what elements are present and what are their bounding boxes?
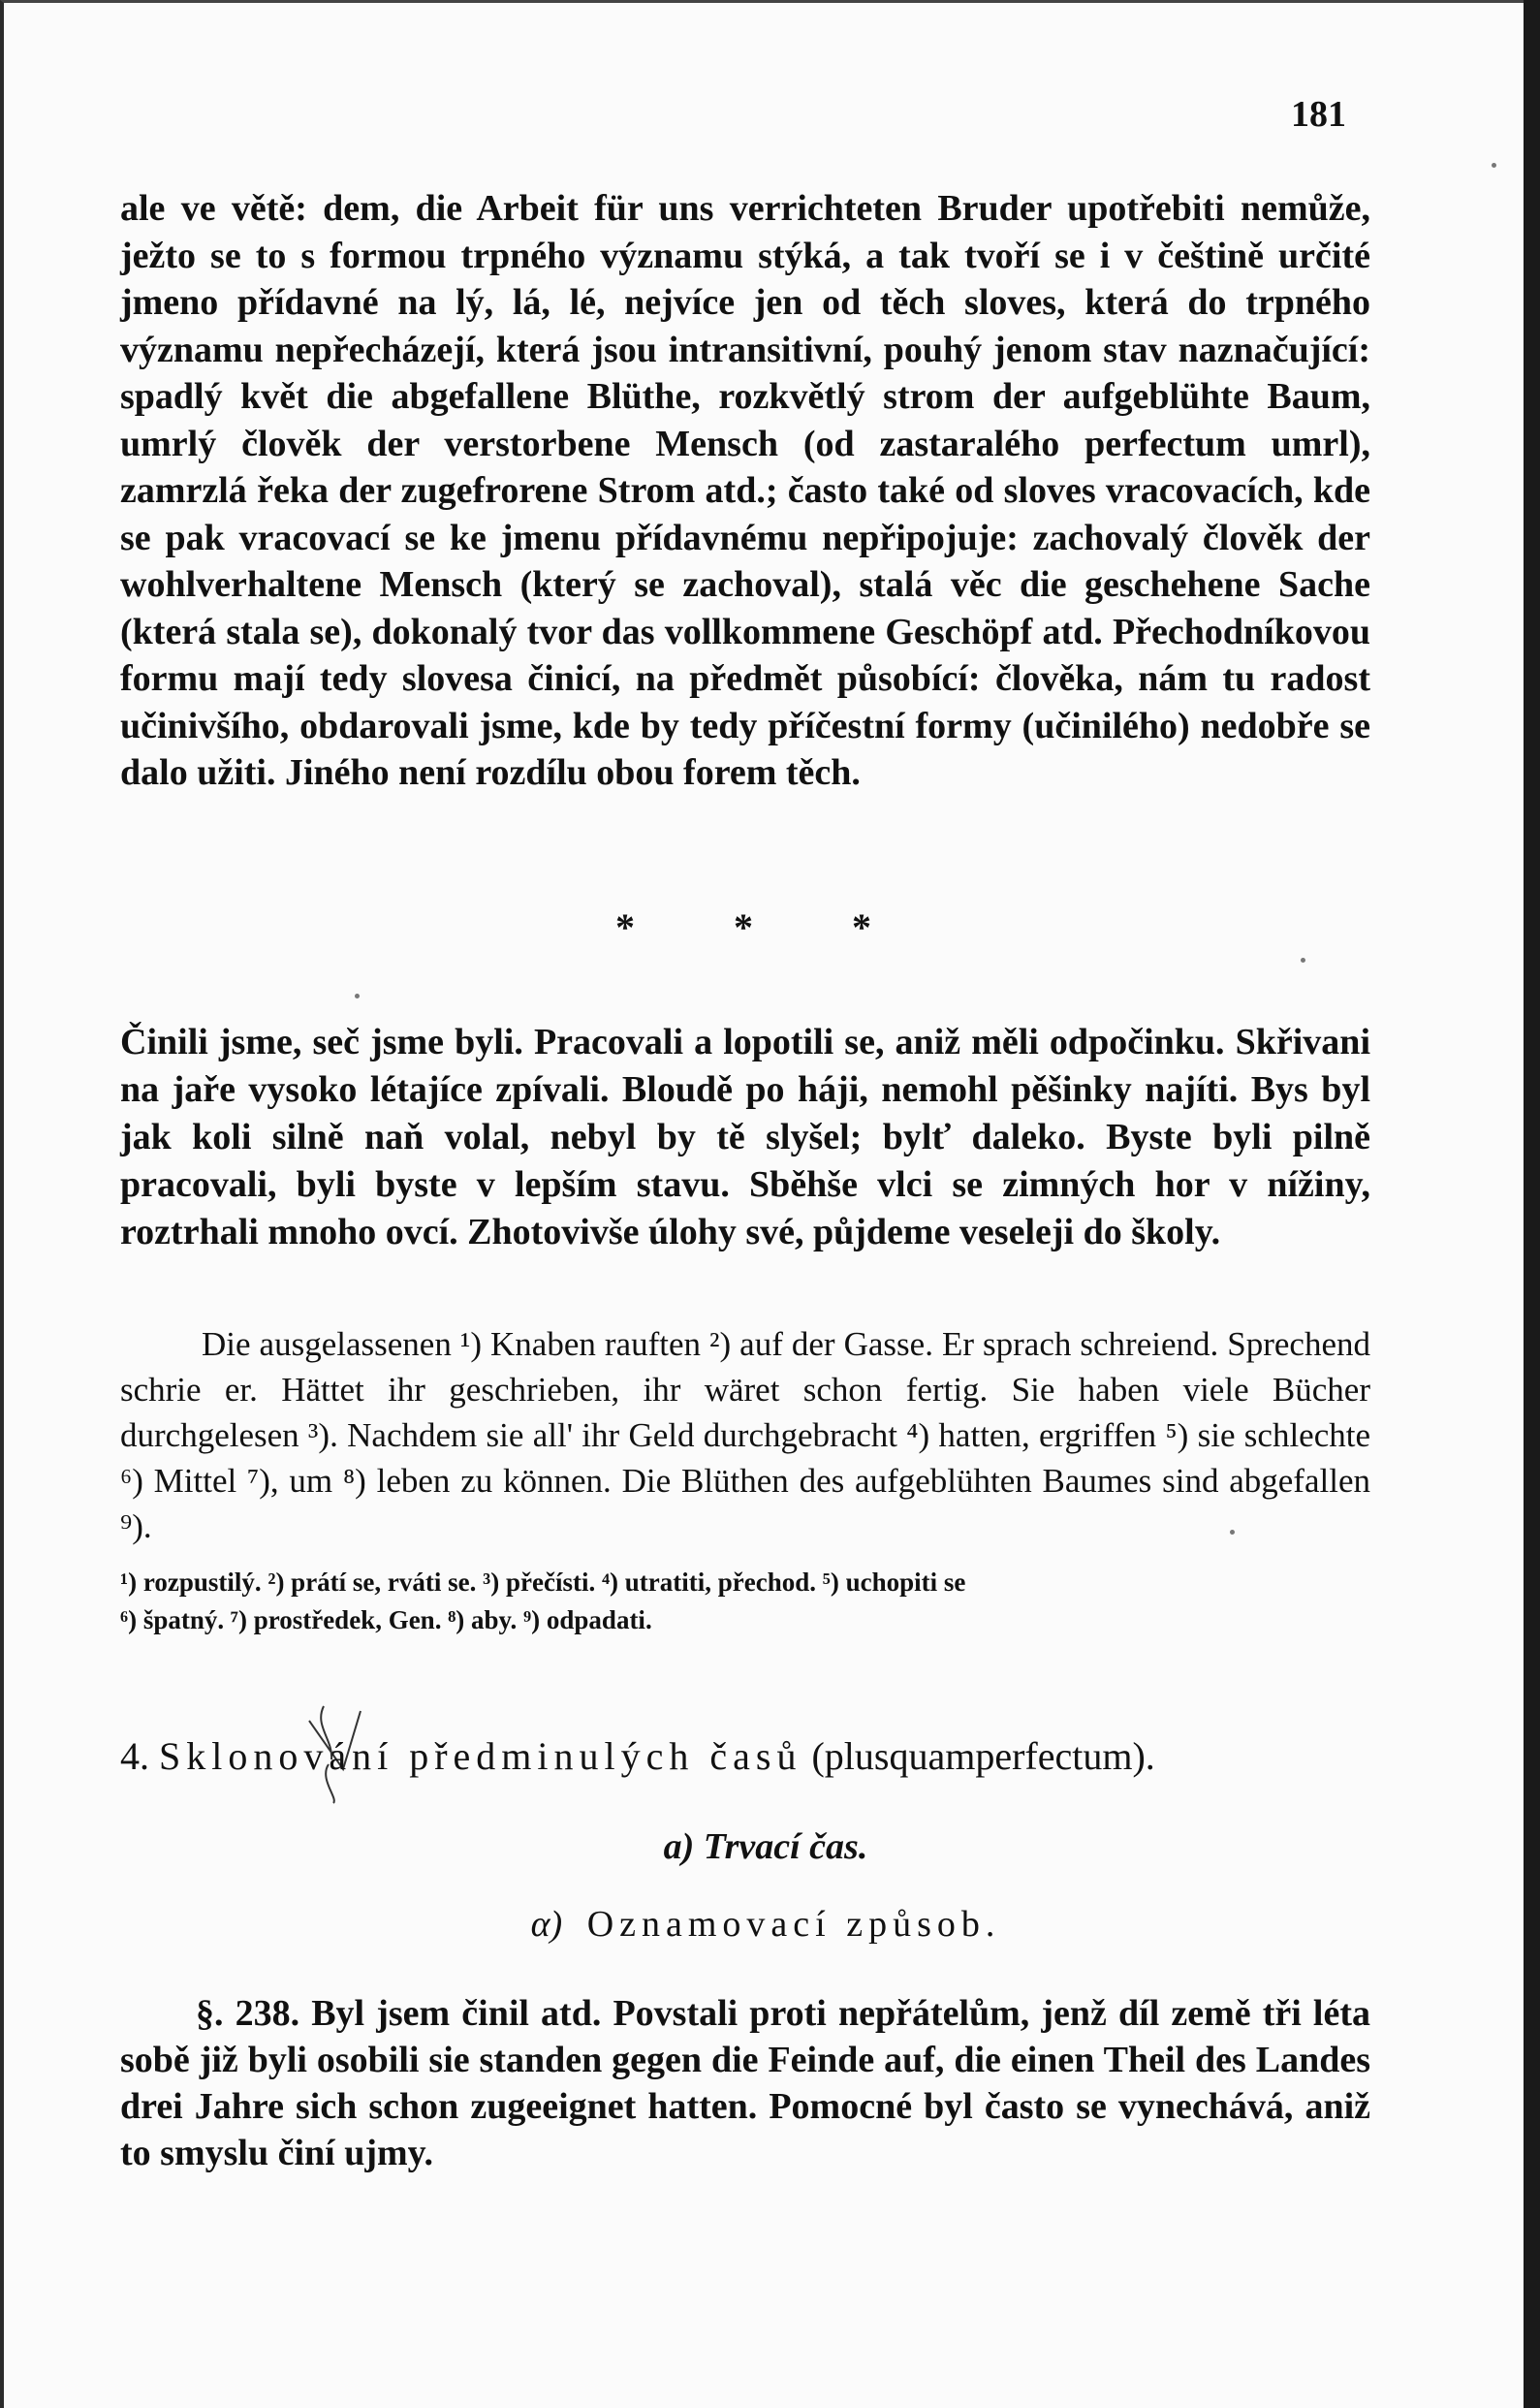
page-number: 181 [1291, 94, 1346, 135]
paragraph-text: Činili jsme, seč jsme byli. Pracovali a lopotili se, aniž měli odpočinku. Skřivani na jaře vysoko létajíce zpívali. Bloudě po háji, nemohl pěšinky najíti. Bys byl jak koli silně naň volal, nebyl by tě slyšel; bylť daleko. Byste byli pilně pracovali, byli byste v lepším stavu. Sběhše vlci se zimných hor v nížiny, roztrhali mnoho ovcí. Zhotovivše úlohy své, půjdeme veseleji do školy. [120, 1022, 1370, 1252]
paragraph-text: §. 238. Byl jsem činil atd. Povstali proti nepřátelům, jenž díl země tři léta sobě již byli osobili sie standen gegen die Feinde auf, die einen Theil des Landes drei Jahre sich schon zugeeignet hatten. Pomocné byl často se vynechává, aniž to smyslu činí ujmy. [120, 1993, 1370, 2173]
paragraph-section-238 [120, 1990, 1370, 2176]
scan-speck [355, 994, 360, 998]
section-title: Sklonování předminulých časů [159, 1734, 802, 1778]
scan-speck [1230, 1530, 1235, 1535]
footnotes [120, 1564, 1370, 1639]
footnote-line: ¹) rozpustilý. ²) prátí se, rváti se. ³) přečísti. ⁴) utratiti, přechod. ⁵) uchopiti se [120, 1568, 966, 1597]
paragraph-text: ale ve větě: dem, die Arbeit für uns verrichteten Bruder upotřebiti nemůže, ježto se to s formou trpného významu stýká, a tak tvoří se i v češtině určité jmeno přídavné na lý, lá, lé, nejvíce jen od těch sloves, která do trpného významu nepřecházejí, která jsou intransitivní, pouhý jenom stav naznačující: spadlý květ die abgefallene Blüthe, rozkvětlý strom der aufgeblühte Baum, umrlý člověk der verstorbene Mensch (od zastaralého perfectum umrl), zamrzlá řeka der zugefrorene Strom atd.; často také od sloves vracovacích, kde se pak vracovací se ke jmenu přídavnému nepřipojuje: zachovalý člověk der wohlverhaltene Mensch (který se zachoval), stalá věc die geschehene Sache (která stala se), dokonalý tvor das vollkommene Geschöpf atd. Přechodníkovou formu mají tedy slovesa činicí, na předmět působící: člověka, nám tu radost učinivšího, obdarovali jsme, kde by tedy příčestní formy (učinilého) nedobře se dalo užiti. Jiného není rozdílu obou forem těch. [120, 188, 1370, 793]
paragraph-german-exercise [120, 1321, 1370, 1549]
scan-speck [1492, 163, 1496, 168]
subheading-durative-tense: a) Trvací čas. [663, 1826, 868, 1867]
subheading-text: Oznamovací způsob. [586, 1904, 1001, 1945]
subheading-marker: α) [530, 1904, 563, 1945]
section-separator-asterisks: * * * [615, 905, 916, 949]
section-title-suffix: (plusquamperfectum). [811, 1734, 1155, 1778]
scan-border-edge [1524, 0, 1540, 2408]
paragraph-text: Die ausgelassenen ¹) Knaben rauften ²) auf der Gasse. Er sprach schreiend. Sprechend schrie er. Hättet ihr geschrieben, ihr wäret schon fertig. Sie haben viele Bücher durchgelesen ³). Nachdem sie all' ihr Geld durchgebracht ⁴) hatten, ergriffen ⁵) sie schlechte ⁶) Mittel ⁷), um ⁸) leben zu können. Die Blüthen des aufgeblühten Baumes sind abgefallen ⁹). [120, 1325, 1370, 1545]
section-number: 4. [120, 1734, 149, 1778]
section-heading [120, 1733, 1370, 1779]
footnote-line: ⁶) špatný. ⁷) prostředek, Gen. ⁸) aby. ⁹) odpadati. [120, 1605, 652, 1634]
subheading-indicative-mood [4, 1903, 1527, 1946]
paragraph-czech-examples [120, 1019, 1370, 1256]
scan-speck [1301, 958, 1305, 963]
paragraph-participle-forms [120, 185, 1370, 797]
